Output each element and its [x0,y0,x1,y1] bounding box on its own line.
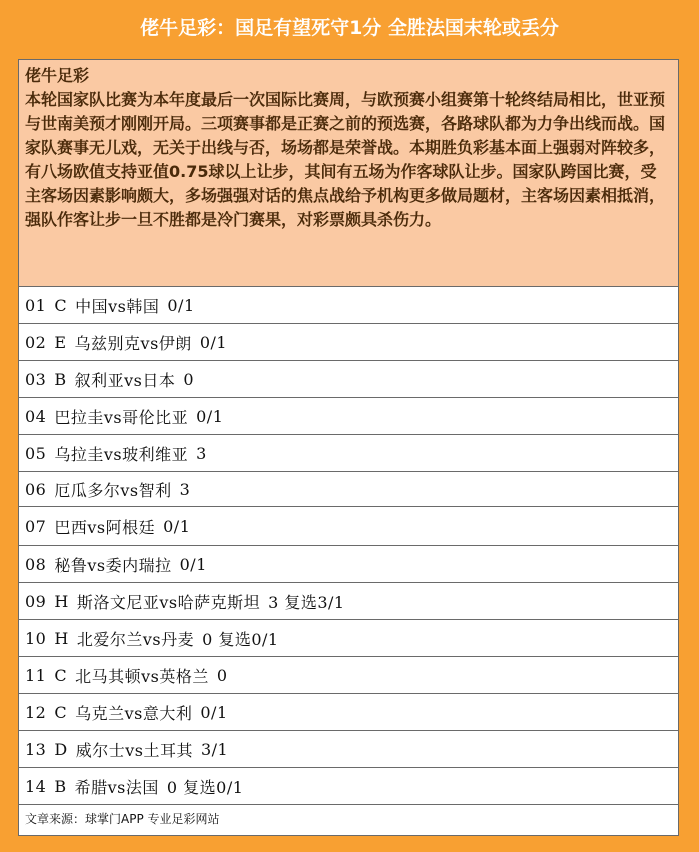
match-pick: 0 [183,369,195,389]
match-teams: 巴拉圭vs哥伦比亚 [54,407,189,427]
match-number: 12 [25,702,47,722]
match-teams: 北马其顿vs英格兰 [75,666,209,686]
match-pick: 0/1 [167,295,195,315]
match-number: 03 [25,369,47,389]
match-teams: 秘鲁vs委内瑞拉 [54,555,172,575]
prediction-table [18,59,679,836]
match-pick: 0 复选0/1 [166,777,244,797]
intro-heading: 佬牛足彩 [25,66,90,85]
match-row [19,472,678,507]
match-list [19,287,678,805]
match-code: H [54,628,69,648]
match-teams: 北爱尔兰vs丹麦 [76,629,195,649]
match-number: 14 [25,776,47,796]
match-code: B [54,369,67,389]
match-pick: 0/1 [200,702,228,722]
match-row [19,694,678,731]
match-pick: 0/1 [179,554,207,574]
match-teams: 威尔士vs土耳其 [75,740,193,760]
match-number: 05 [25,443,47,463]
match-row [19,657,678,694]
match-number: 11 [25,665,47,685]
match-row [19,398,678,435]
match-number: 09 [25,591,47,611]
match-row [19,768,678,805]
match-pick: 3 [179,479,191,499]
match-code: C [54,295,68,315]
match-teams: 叙利亚vs日本 [74,370,176,390]
match-code: H [54,591,69,611]
match-pick: 0/1 [199,332,228,352]
match-pick: 0/1 [196,406,224,426]
match-row [19,324,678,361]
match-row [19,287,678,324]
match-pick: 3 [196,443,207,463]
match-teams: 斯洛文尼亚vs哈萨克斯坦 [76,592,261,612]
match-teams: 厄瓜多尔vs智利 [54,480,172,500]
match-teams: 乌克兰vs意大利 [75,703,193,723]
match-row [19,435,678,472]
match-number: 02 [25,332,47,352]
match-code: D [54,739,68,759]
match-code: C [54,702,68,722]
match-number: 04 [25,406,47,426]
match-teams: 中国vs韩国 [75,296,160,316]
page-title: 佬牛足彩：国足有望死守1分 全胜法国末轮或丢分 [140,17,559,39]
match-teams: 乌拉圭vs玻利维亚 [54,444,189,464]
intro-text: 本轮国家队比赛为本年度最后一次国际比赛周，与欧预赛小组赛第十轮终结局相比，世亚预与世南美预才刚刚开局。三项赛事都是正赛之前的预选赛，各路球队都为力争出线而战。国家队赛事无儿戏，无关于出线与否，场场都是荣誉战。本期胜负彩基本面上强弱对阵较多，有八场欧值支持亚值0.75球以上让步，其间有五场为作客球队让步。国家队跨国比赛，受主客场因素影响颇大，多场强强对话的焦点战给予机构更多做局题材，主客场因素相抵消，强队作客让步一旦不胜都是冷门赛果，对彩票颇具杀伤力。 [25,90,666,229]
match-pick: 0 复选0/1 [202,629,279,649]
match-pick: 3/1 [200,739,229,759]
match-number: 10 [25,628,47,648]
source-footer: 文章来源：球掌门APP 专业足彩网站 [25,812,220,826]
match-number: 08 [25,554,47,574]
intro-block [19,60,678,287]
match-code: E [54,332,67,352]
match-row [19,583,678,620]
match-number: 13 [25,739,47,759]
match-number: 01 [25,295,47,315]
match-pick: 0 [216,665,228,685]
match-teams: 乌兹别克vs伊朗 [74,333,192,353]
match-number: 07 [25,516,47,536]
match-row [19,731,678,768]
match-teams: 希腊vs法国 [74,777,159,797]
match-row [19,507,678,546]
match-row [19,620,678,657]
match-teams: 巴西vs阿根廷 [54,517,156,537]
match-pick: 3 复选3/1 [268,592,345,612]
match-number: 06 [25,479,47,499]
match-code: B [54,776,67,796]
match-code: C [54,665,68,685]
match-row [19,361,678,398]
match-pick: 0/1 [163,516,191,536]
match-row [19,546,678,583]
